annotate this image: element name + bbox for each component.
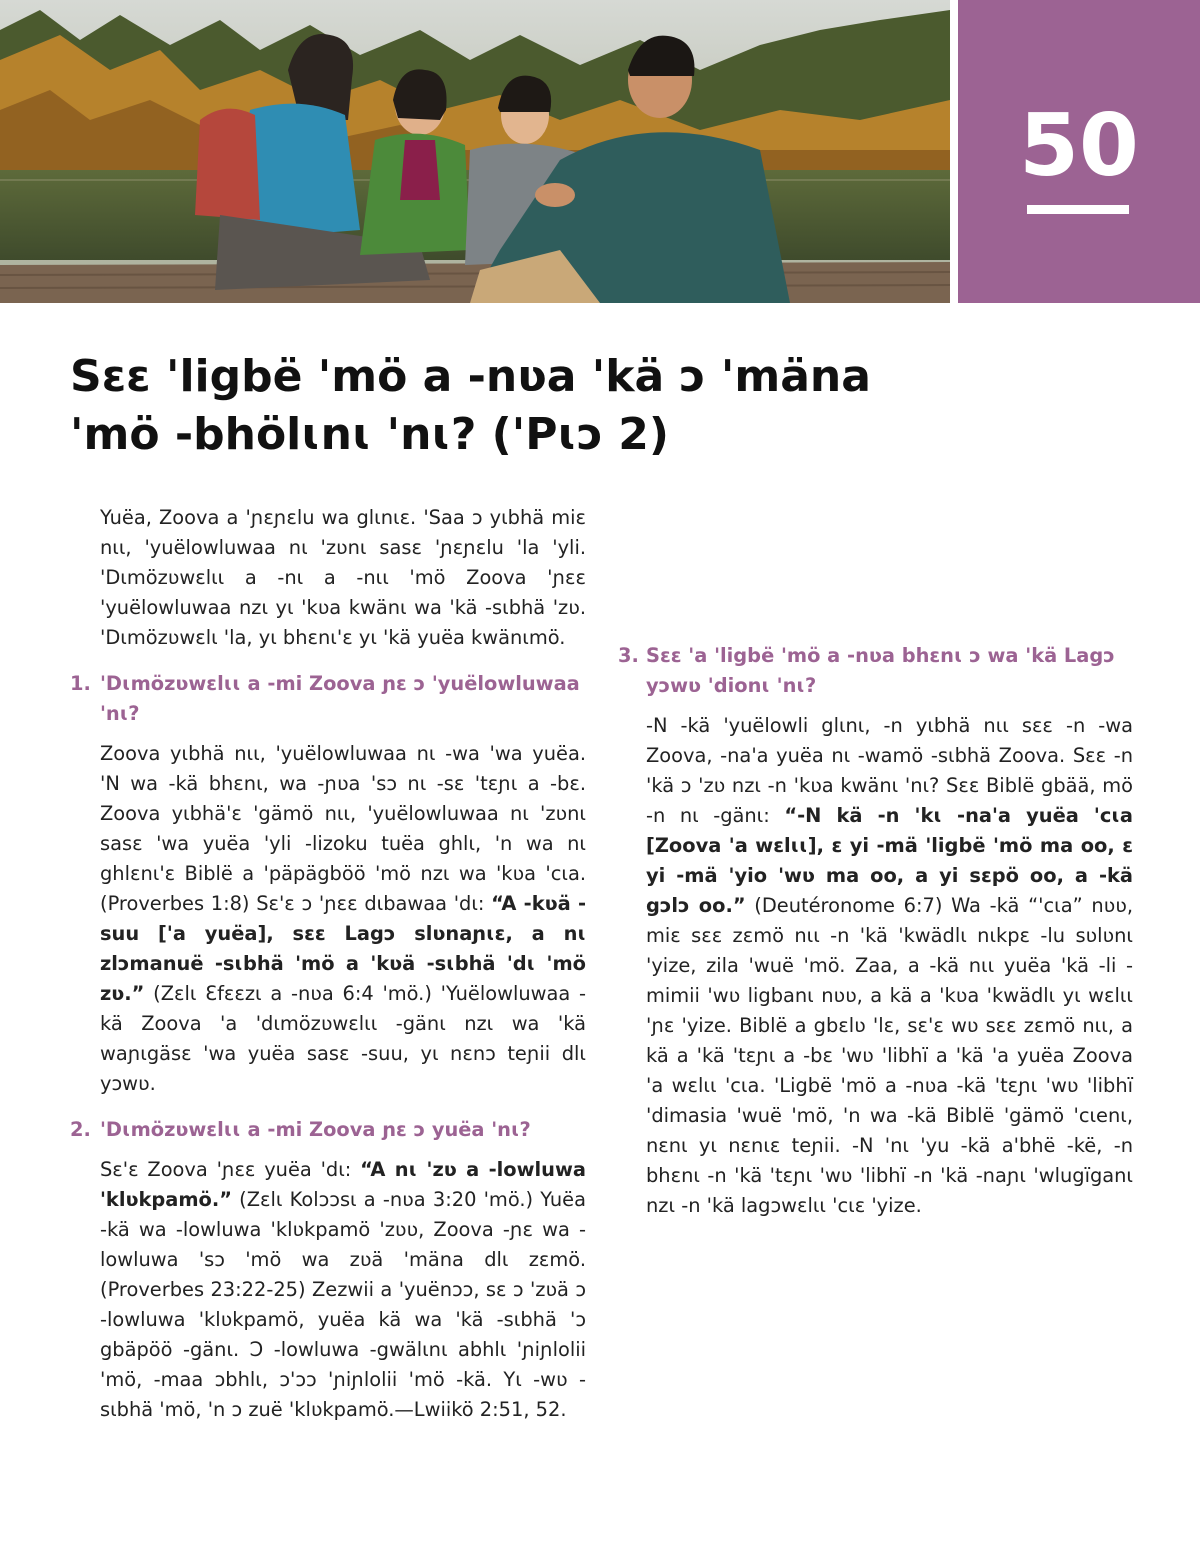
- section-1-question-text: 'Dɩmözʋwɛlɩɩ a -mi Zoova ɲɛ ɔ 'yuëlowluwaa 'nɩ?: [100, 672, 580, 725]
- lesson-number-underline: [1027, 205, 1129, 214]
- section-3-text-b: (Deutéronome 6:7) Wa -kä “'cɩa” nʋʋ, miɛ sɛɛ zɛmö nɩɩ -n 'kä 'kwädlɩ nɩkpɛ -lu sʋlʋnɩ 'yize, zila 'wuë 'mö. Zaa, a -kä nɩɩ yuëa 'kä -li -mimii 'wʋ ligbanɩ nʋʋ, a kä a 'kʋa 'kwädlɩ yɩ wɛlɩɩ 'ɲɛ 'yize. Biblë a gbɛlʋ 'lɛ, sɛ'ɛ wʋ sɛɛ zɛmö nɩɩ, a kä a 'kä 'tɛɲɩ a -bɛ 'wʋ 'libhï a 'kä 'a yuëa Zoova 'a wɛlɩɩ 'cɩa. 'Ligbë 'mö a -nʋa -kä 'tɛɲɩ 'wʋ 'libhï 'dimasia 'wuë 'mö, 'n wa -kä Biblë 'gämö 'cɩenɩ, nɛnɩ yɩ nɛnɩɛ teɲii. -N 'nɩ 'yu -kä a'bhë -kë, -n bhɛnɩ -n 'kä 'tɛɲɩ 'wʋ 'libhï -n 'kä -naɲɩ 'wlugïganɩ nzɩ -n 'kä lagɔwɛlɩɩ 'cɩɛ 'yize.: [646, 894, 1133, 1217]
- lesson-number-panel: [958, 0, 1200, 303]
- section-3-text-a: -N -kä 'yuëlowli glɩnɩ, -n yɩbhä nɩɩ sɛɛ -n -wa Zoova, -na'a yuëa nɩ -wamö -sɩbhä Zoova. Sɛɛ -n 'kä ɔ 'zʋ nzɩ -n 'kʋa kwänɩ 'nɩ? Sɛɛ Biblë gbää, mö -n nɩ -gänɩ:: [646, 714, 1133, 827]
- right-column: [618, 503, 1133, 1237]
- left-column: [70, 503, 586, 1441]
- section-2-question: [70, 1115, 586, 1145]
- family-photo-illustration: [0, 0, 950, 303]
- section-3-paragraph: [646, 711, 1133, 1221]
- intro-paragraph: Yuëa, Zoova a 'ɲɛɲɛlu wa glɩnɩɛ. 'Saa ɔ yɩbhä miɛ nɩɩ, 'yuëlowluwaa nɩ 'zʋnɩ sasɛ 'ɲɛɲɛlu 'la 'yli. 'Dɩmözʋwɛlɩɩ a -nɩ a -nɩɩ 'mö Zoova 'ɲɛɛ 'yuëlowluwaa nzɩ yɩ 'kʋa kwänɩ wa 'kä -sɩbhä 'zʋ. 'Dɩmözʋwɛlɩ 'la, yɩ bhɛnɩ'ɛ yɩ 'kä yuëa kwänɩmö.: [100, 506, 586, 649]
- section-1-number: 1.: [70, 672, 91, 695]
- family-photo: [0, 0, 950, 303]
- lesson-number: 50: [1019, 96, 1139, 196]
- section-2-number: 2.: [70, 1118, 91, 1141]
- section-1-paragraph: [100, 739, 586, 1099]
- section-2-text-b: (Zɛlɩ Kolɔɔsɩ a -nʋa 3:20 'mö.) Yuëa -kä wa -lowluwa 'klʋkpamö 'zʋʋ, Zoova -ɲɛ wa -lowluwa 'sɔ 'mö wa zʋä 'mäna dlɩ zɛmö. (Proverbes 23:22-25) Zezwii a 'yuënɔɔ, sɛ ɔ 'zʋä ɔ -lowluwa 'klʋkpamö, yuëa kä wa 'kä -sɩbhä 'ɔ gbäpöö -gänɩ. Ɔ -lowluwa -gwälɩnɩ abhlɩ 'ɲiɲlolii 'mö, -maa ɔbhlɩ, ɔ'ɔɔ 'ɲiɲlolii 'mö -kä. Yɩ -wʋ -sɩbhä 'mö, 'n ɔ zuë 'klʋkpamö.—Lwiikö 2:51, 52.: [100, 1188, 586, 1421]
- section-2-paragraph: [100, 1155, 586, 1425]
- section-2-text-a: Sɛ'ɛ Zoova 'ɲɛɛ yuëa 'dɩ:: [100, 1158, 352, 1181]
- section-3-question-text: Sɛɛ 'a 'ligbë 'mö a -nʋa bhɛnɩ ɔ wa 'kä Lagɔ yɔwʋ 'dionɩ 'nɩ?: [646, 644, 1115, 697]
- section-1-quote: “A -kʋä -suu ['a yuëa], sɛɛ Lagɔ slʋnaɲɩɛ, a nɩ zlɔmanuë -sɩbhä 'mö a 'kʋä -sɩbhä 'dɩ 'mö zʋ.”: [100, 892, 586, 1005]
- section-2-quote: “A nɩ 'zʋ a -lowluwa 'klʋkpamö.”: [100, 1158, 586, 1211]
- page-title: Sɛɛ 'ligbë 'mö a -nʋa 'kä ɔ 'mäna 'mö -bhölɩnɩ 'nɩ? ('Pɩɔ 2): [70, 351, 871, 460]
- section-1-text-a: Zoova yɩbhä nɩɩ, 'yuëlowluwaa nɩ -wa 'wa yuëa. 'N wa -kä bhɛnɩ, wa -ɲʋa 'sɔ nɩ -sɛ 'tɛɲɩ a -bɛ. Zoova yɩbhä'ɛ 'gämö nɩɩ, 'yuëlowluwaa nɩ 'zʋnɩ sasɛ 'wa yuëa 'yli -lizoku tuëa ghlɩ, 'n wa nɩ ghlɛnɩ'ɛ Biblë a 'päpägböö 'mö nzɩ wa 'kʋa 'cɩa. (Proverbes 1:8) Sɛ'ɛ ɔ 'ɲɛɛ dɩbawaa 'dɩ:: [100, 742, 586, 915]
- section-2-question-text: 'Dɩmözʋwɛlɩɩ a -mi Zoova ɲɛ ɔ yuëa 'nɩ?: [100, 1118, 531, 1141]
- section-3-question: [618, 641, 1133, 701]
- section-1-question: [70, 669, 586, 729]
- section-3-quote: “-N kä -n 'kɩ -na'a yuëa 'cɩa [Zoova 'a wɛlɩɩ], ɛ yi -mä 'ligbë 'mö ma oo, ɛ yi -mä 'yio 'wʋ ma oo, a yi sɛpö oo, a -kä gɔlɔ oo.”: [646, 804, 1133, 917]
- section-1-text-b: (Zɛlɩ Ɛfɛɛzɩ a -nʋa 6:4 'mö.) 'Yuëlowluwaa -kä Zoova 'a 'dɩmözʋwɛlɩɩ -gänɩ nzɩ wa 'kä waɲɩgäsɛ 'wa yuëa sasɛ -suu, yɩ nɛnɔ teɲii dlɩ yɔwʋ.: [100, 982, 586, 1095]
- section-3-number: 3.: [618, 644, 639, 667]
